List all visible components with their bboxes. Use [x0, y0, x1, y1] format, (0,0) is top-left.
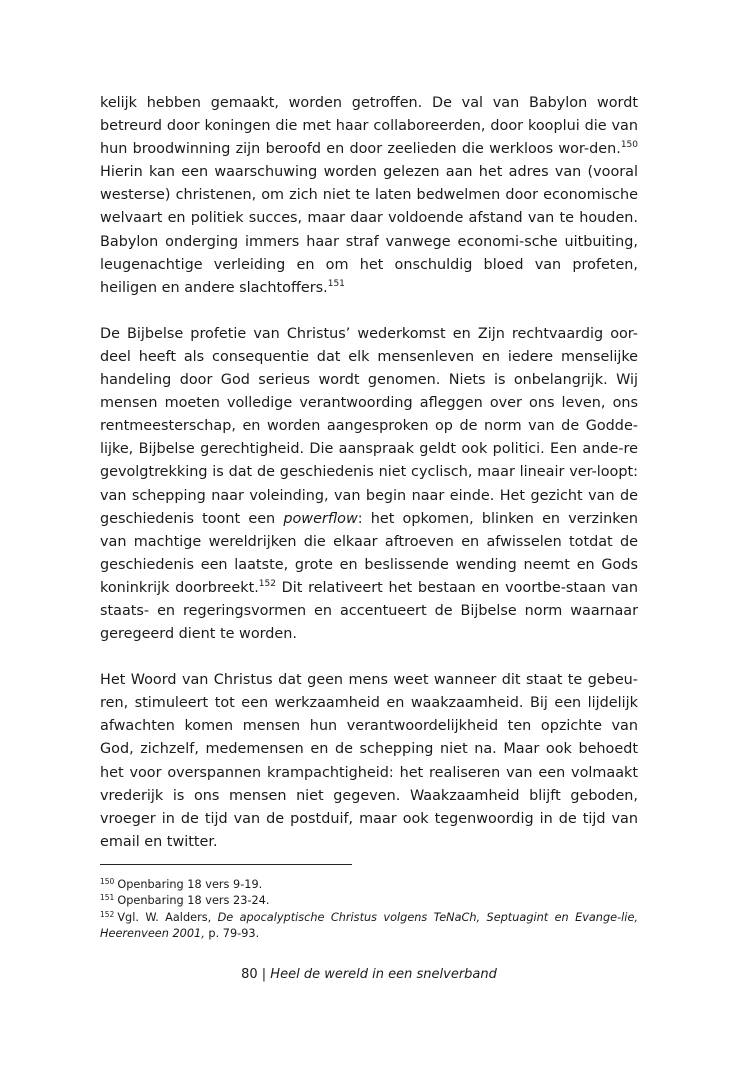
footnote-number: 150	[100, 877, 115, 886]
body-text	[100, 92, 638, 854]
footnote-ref-150[interactable]: 150	[620, 140, 638, 151]
footnote	[100, 877, 638, 893]
page-number: 80	[241, 967, 258, 982]
page-footer	[0, 965, 738, 985]
footer-separator: |	[257, 967, 271, 982]
footnote-ref-152[interactable]: 152	[258, 578, 276, 589]
paragraph-3: Het Woord van Christus dat geen mens weet wanneer dit staat te gebeu-ren, stimuleert tot een werkzaamheid en waakzaamheid. Bij een lijdelijk afwachten komen mensen hun verantwoordelijkheid ten opzichte van God, zichzelf, medemensen en de schepping niet na. Maar ook behoedt het voor overspannen krampachtigheid: het realiseren van een volmaakt vrederijk is ons mensen niet gegeven. Waakzaamheid blijft geboden, vroeger in de tijd van de postduif, maar ook tegenwoordig in de tijd van email en twitter.	[100, 672, 638, 850]
paragraph-1: kelijk hebben gemaakt, worden getroffen. De val van Babylon wordt betreurd door koningen die met haar collaboreerden, door kooplui die van hun broodwinning zijn beroofd en door zeelieden die werkloos wor-den.$^{150}$ Hierin kan een waarschuwing worden gelezen aan het adres van (vooral westerse) christenen, om zich niet te laten bedwelmen door economische welvaart en politiek succes, maar daar voldoende afstand van te houden. Babylon onderging immers haar straf vanwege economi-sche uitbuiting, leugenachtige verleiding en om het onschuldig bloed van profeten, heiligen en andere slachtoffers.$^{151}$	[100, 95, 638, 296]
footnote-text: Openbaring 18 vers 9-19.	[117, 878, 263, 891]
footnotes	[100, 877, 638, 942]
footnote-number: 152	[100, 909, 115, 919]
emphasis-powerflow: powerflow	[283, 510, 358, 527]
running-title: Heel de wereld in een snelverband	[270, 967, 497, 982]
paragraph-2: De Bijbelse profetie van Christus’ wederkomst en Zijn rechtvaardig oor-deel heeft als consequentie dat elk mensenleven en iedere menselijke handeling door God serieus wordt genomen. Niets is onbelangrijk. Wij mensen moeten volledige verantwoording afleggen over ons leven, ons rentmeesterschap, en worden aangesproken op de norm van de Godde-lijke, Bijbelse gerechtigheid. Die aanspraak geldt ook politici. Een ande-re gevolgtrekking is dat de geschiedenis niet cyclisch, maar lineair ver-loopt: van schepping naar voleinding, van begin naar einde. Het gezicht van de geschiedenis toont een powerflow: het opkomen, blinken en verzinken van machtige wereldrijken die elkaar aftroeven en afwisselen totdat de geschiedenis een laatste, grote en beslissende wending neemt en Gods koninkrijk doorbreekt.$^{152}$ Dit relativeert het bestaan en voortbe-staan van staats- en regeringsvormen en accentueert de Bijbelse norm waarnaar geregeerd dient te worden.	[100, 325, 638, 643]
footnote-divider	[100, 864, 352, 865]
footnote-text: Openbaring 18 vers 23-24.	[117, 894, 270, 908]
footnote: $^{152}$ Vgl. W. Aalders, De apocalyptische Christus volgens TeNaCh, Septuagint en Evange-lie, Heerenveen 2001, p. 79-93.	[100, 909, 638, 940]
footnote-number: 151	[100, 893, 115, 903]
footnote	[100, 893, 638, 909]
footnote-ref-151[interactable]: 151	[327, 278, 345, 289]
footnote-book-title: De apocalyptische Christus volgens TeNaCh, Septuagint en Evange-lie, Heerenveen 2001,	[100, 910, 638, 940]
